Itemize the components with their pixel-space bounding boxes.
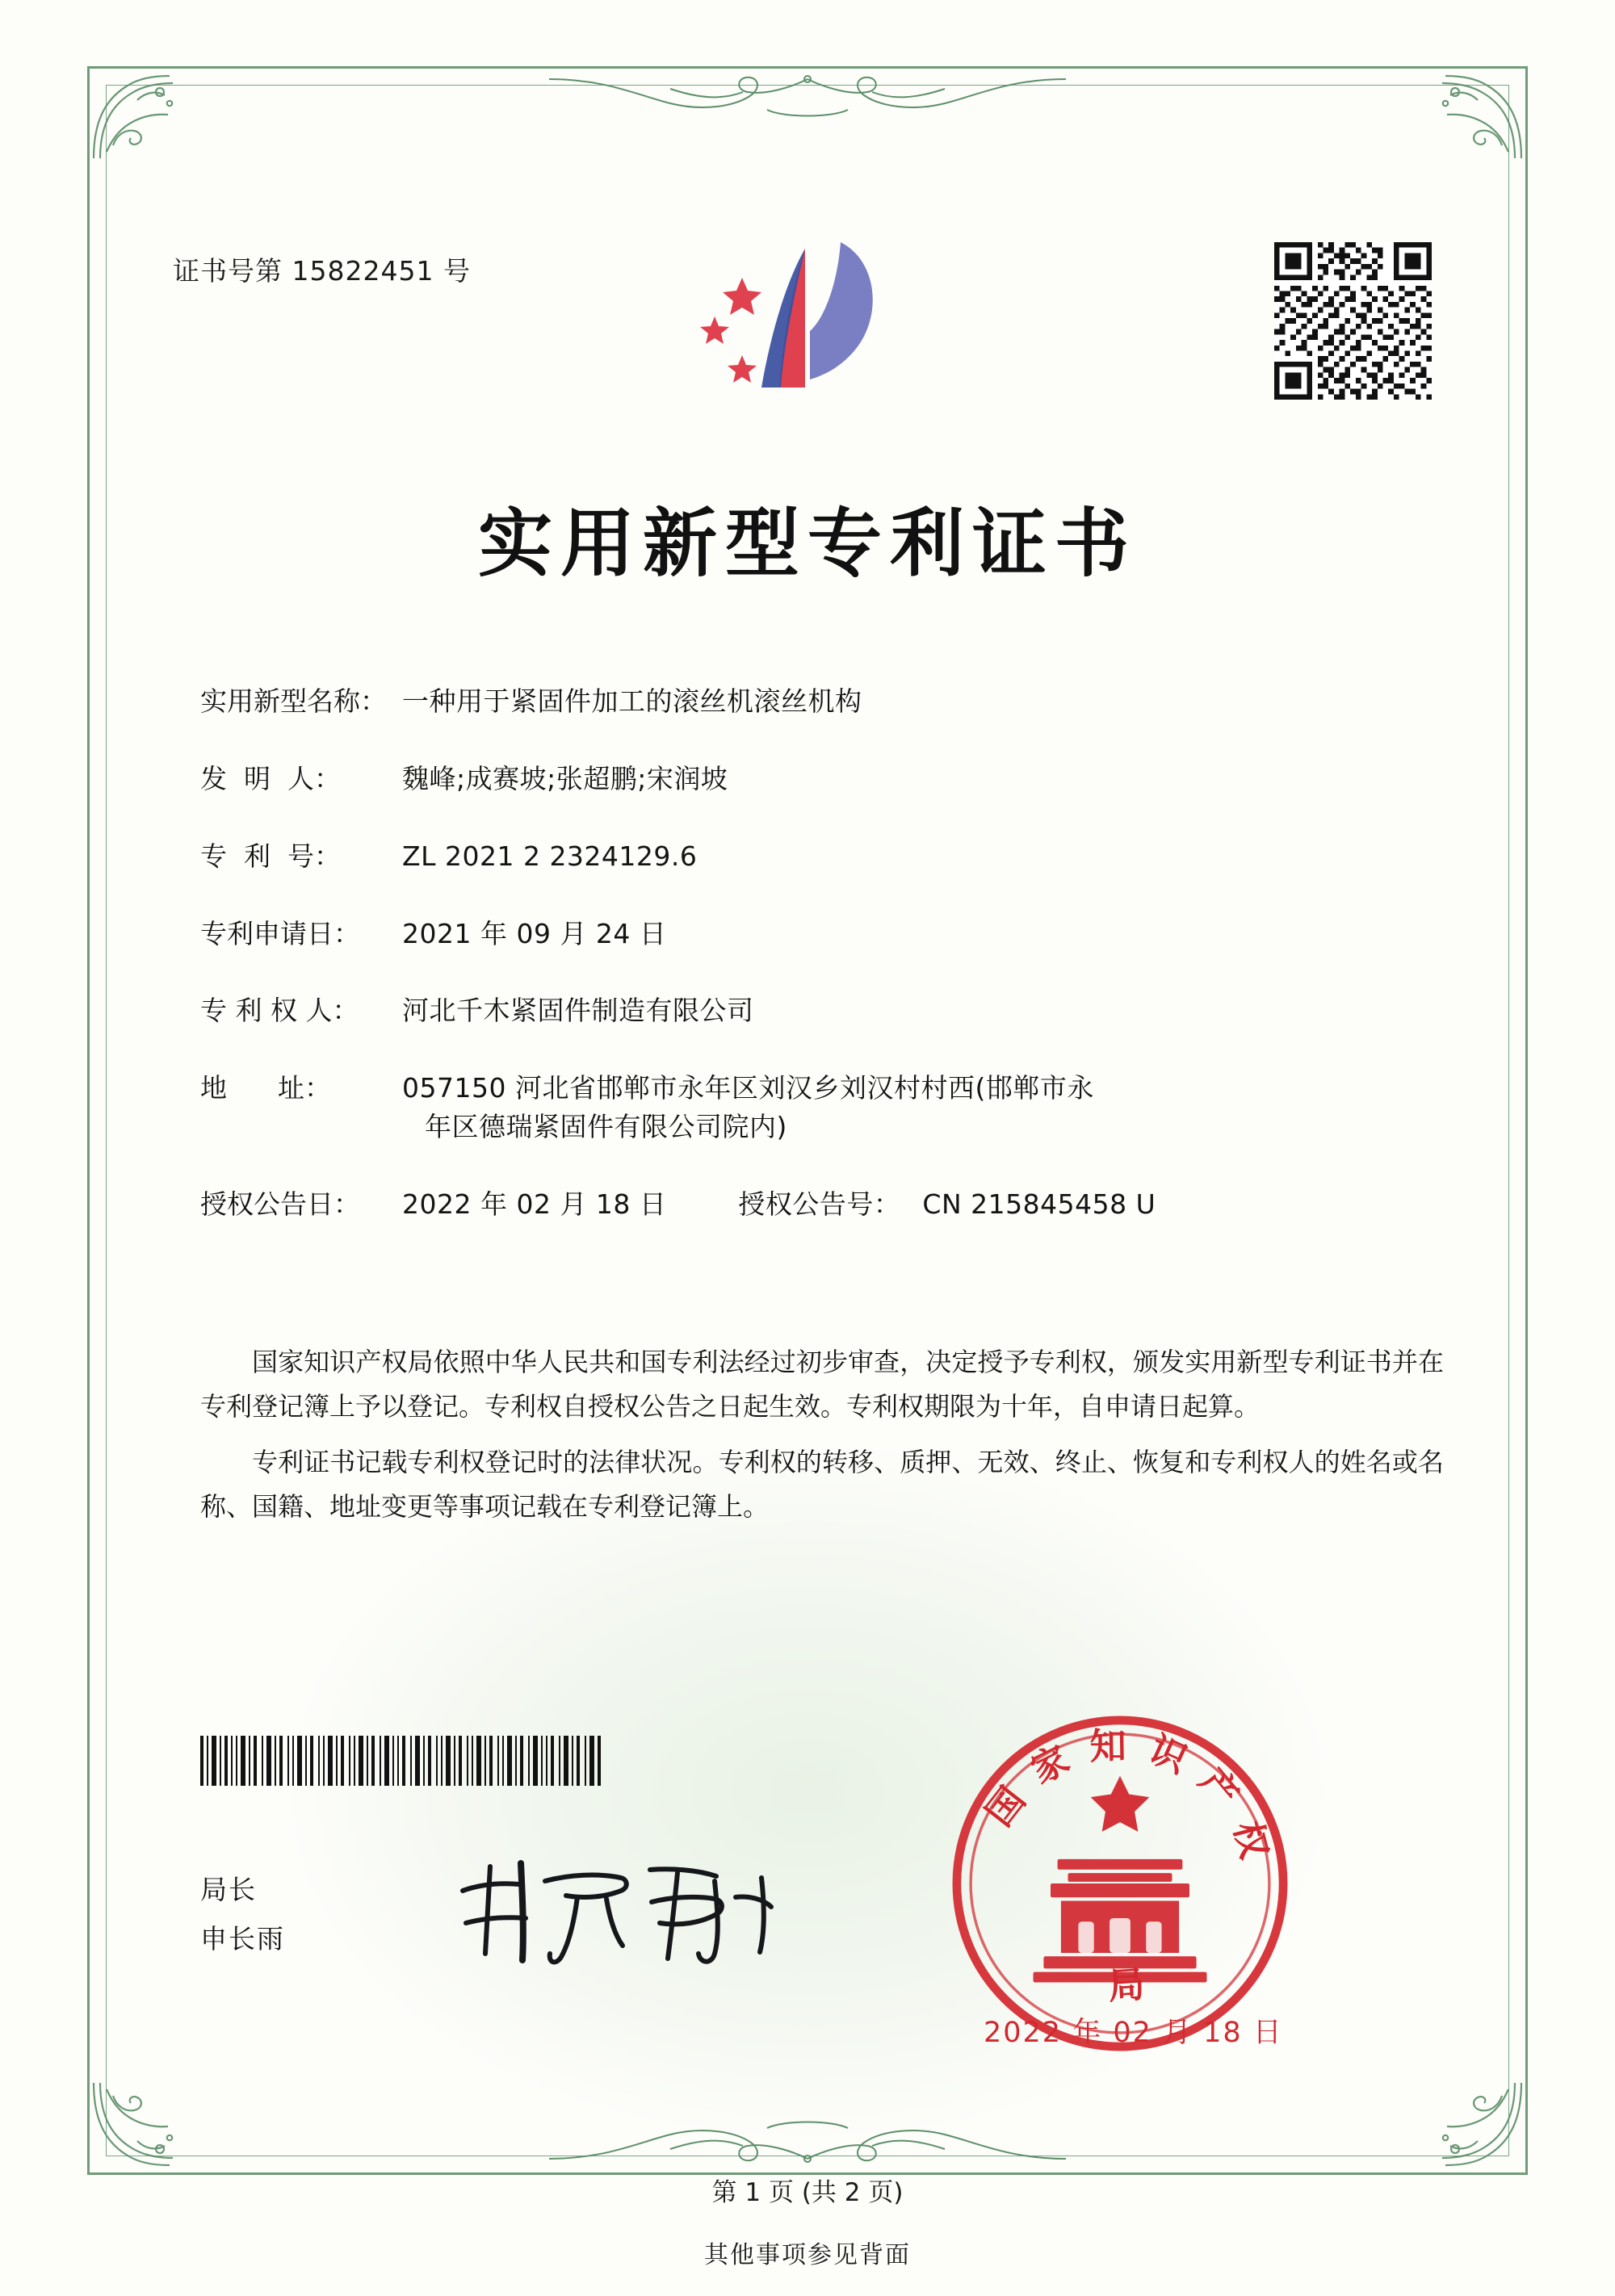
qr-code-icon [1274,242,1432,400]
director-role-label: 局长 [200,1874,257,1905]
field-label: 发 明 人： [200,762,341,794]
field-value: 河北千木紧固件制造有限公司 [402,995,754,1027]
field-row-patent-number [200,837,1444,876]
field-row-address [200,1069,1444,1146]
field-label: 地 址： [200,1072,331,1104]
grant-date-value: 2022 年 02 月 18 日 [402,1188,667,1220]
corner-ornament-icon [89,68,186,165]
official-seal [946,1710,1294,2057]
back-note: 其他事项参见背面 [704,2241,911,2269]
field-list [200,682,1444,1258]
field-row-grant-announcement [200,1185,1444,1224]
field-row-utility-model-name [200,682,1444,721]
field-label: 专 利 权 人： [200,995,359,1027]
barcode-icon [200,1736,604,1786]
corner-ornament-icon [1429,2076,1526,2173]
legal-paragraph-1: 国家知识产权局依照中华人民共和国专利法经过初步审查，决定授予专利权，颁发实用新型专利证书并在专利登记簿上予以登记。专利权自授权公告之日起生效。专利权期限为十年，自申请日起算。 [200,1347,1444,1422]
address-line-2: 年区德瑞紧固件有限公司院内) [425,1111,787,1143]
field-value-address [402,1069,1444,1146]
field-value-grant [402,1185,1444,1224]
field-value: 一种用于紧固件加工的滚丝机滚丝机构 [402,685,862,717]
legal-text [200,1340,1444,1540]
director-name: 申长雨 [200,1923,285,1955]
seal-date: 2022 年 02 月 18 日 [984,2017,1283,2049]
certificate-number: 证书号第 15822451 号 [173,255,471,287]
page-title: 实用新型专利证书 [477,500,1137,587]
legal-paragraph-2: 专利证书记载专利权登记时的法律状况。专利权的转移、质押、无效、终止、恢复和专利权人的姓名或名称、国籍、地址变更等事项记载在专利登记簿上。 [200,1447,1444,1523]
field-value: 魏峰;成赛坡;张超鹏;宋润坡 [402,762,728,794]
field-label-grant-number: 授权公告号： [738,1188,901,1220]
field-value: 2021 年 09 月 24 日 [402,917,667,949]
top-flourish-ornament-icon [549,68,1066,124]
signature-icon [448,1849,787,1970]
bottom-flourish-ornament-icon [549,2114,1066,2170]
svg-text:国家知识产权: 国家知识产权 [977,1724,1282,1882]
field-row-application-date [200,915,1444,953]
address-line-1: 057150 河北省邯郸市永年区刘汉乡刘汉村村西(邯郸市永 [402,1072,1094,1104]
field-label-grant-date: 授权公告日： [200,1188,360,1220]
field-value: ZL 2021 2 2324129.6 [402,840,698,872]
field-row-patentee [200,991,1444,1030]
field-label: 专利申请日： [200,917,360,949]
corner-ornament-icon [1429,68,1526,165]
grant-number-value: CN 215845458 U [922,1188,1156,1220]
director-block [200,1865,285,1963]
corner-ornament-icon [89,2076,186,2173]
field-label: 实用新型名称： [200,685,387,717]
page-number: 第 1 页 (共 2 页) [711,2178,904,2207]
field-row-inventors [200,760,1444,798]
cnipa-logo-icon [682,234,933,416]
field-label: 专 利 号： [200,840,341,872]
svg-text:局: 局 [1106,1963,1147,2009]
